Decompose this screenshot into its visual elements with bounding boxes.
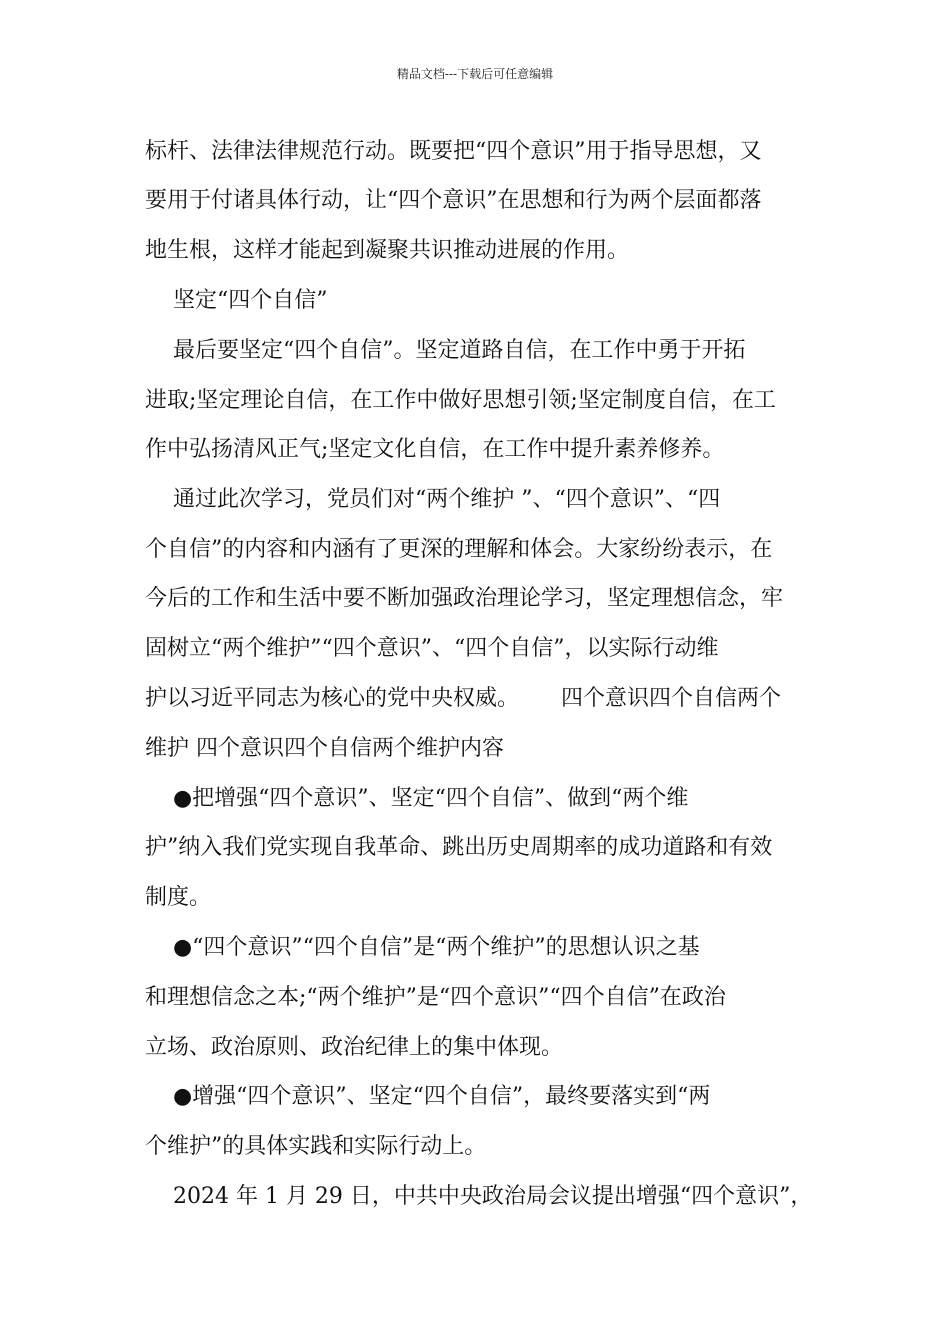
section-heading: 坚定“四个自信”	[145, 288, 328, 313]
page-header: 精品文档---下载后可任意编辑	[396, 67, 554, 81]
text-line: 立场、政治原则、政治纪律上的集中体现。	[145, 1035, 564, 1060]
text-line: 个自信”的内容和内涵有了更深的理解和体会。大家纷纷表示，在	[145, 537, 773, 562]
text-line: 护”纳入我们党实现自我革命、跳出历史周期率的成功道路和有效	[145, 835, 773, 860]
text-line: 最后要坚定“四个自信”。坚定道路自信，在工作中勇于开拓	[145, 338, 746, 363]
text-line: 地生根，这样才能起到凝聚共识推动进展的作用。	[145, 238, 630, 263]
text-line: 要用于付诸具体行动，让“四个意识”在思想和行为两个层面都落	[145, 188, 762, 213]
bullet-line: ●“四个意识”“四个自信”是“两个维护”的思想认识之基	[145, 935, 700, 960]
text-line: 进取;坚定理论自信，在工作中做好思想引领;坚定制度自信，在工	[145, 388, 776, 413]
text-line: 维护 四个意识四个自信两个维护内容	[145, 736, 504, 761]
text-line: 固树立“两个维护”“四个意识”、“四个自信”，以实际行动维	[145, 636, 719, 661]
text-line: 护以习近平同志为核心的党中央权威。 四个意识四个自信两个	[145, 686, 781, 711]
text-line: 通过此次学习，党员们对“两个维护 ”、“四个意识”、“四	[145, 487, 721, 512]
text-line: 和理想信念之本;“两个维护”是“四个意识”“四个自信”在政治	[145, 985, 726, 1010]
text-line: 今后的工作和生活中要不断加强政治理论学习，坚定理想信念，牢	[145, 586, 784, 611]
text-line: 标杆、法律法律规范行动。既要把“四个意识”用于指导思想，又	[145, 139, 762, 164]
text-line: 作中弘扬清风正气;坚定文化自信，在工作中提升素养修养。	[145, 437, 725, 462]
text-line: 个维护”的具体实践和实际行动上。	[145, 1134, 487, 1159]
bullet-line: ●把增强“四个意识”、坚定“四个自信”、做到“两个维	[145, 786, 689, 811]
text-line: 制度。	[145, 885, 212, 910]
text-line: 2024 年 1 月 29 日，中共中央政治局会议提出增强“四个意识”，	[145, 1184, 813, 1209]
bullet-line: ●增强“四个意识”、坚定“四个自信”，最终要落实到“两	[145, 1084, 711, 1109]
